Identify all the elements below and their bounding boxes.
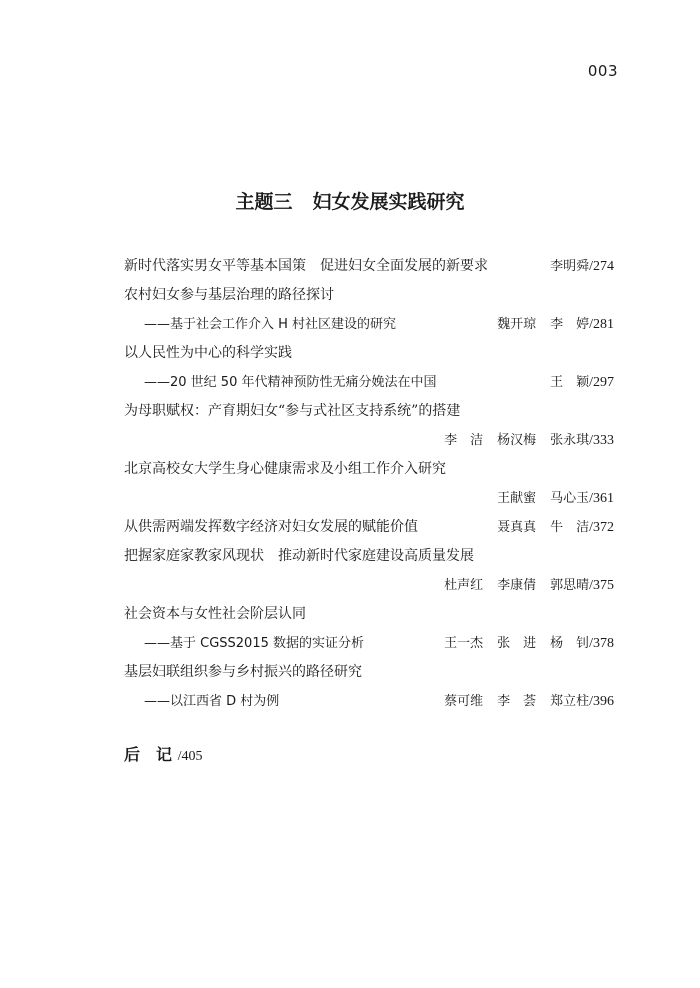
- toc-entry-title-line: [124, 542, 614, 571]
- toc-entry-subtitle-line: [124, 687, 614, 716]
- toc-entry-title-line: [124, 658, 614, 687]
- section-label: 主题三: [235, 191, 293, 213]
- toc-author: 郑立柱: [550, 694, 590, 709]
- toc-entry-authors-page: [550, 368, 614, 397]
- toc-entry-page: /281: [589, 317, 614, 332]
- toc-author: 李康倩: [497, 578, 537, 593]
- toc-entry-title: 把握家庭家教家风现状 推动新时代家庭建设高质量发展: [124, 548, 474, 564]
- toc-author: 牛 洁: [550, 520, 590, 535]
- toc-entry-subtitle: ——20 世纪 50 年代精神预防性无痛分娩法在中国: [144, 375, 437, 390]
- toc-author: 张永琪: [550, 433, 590, 448]
- toc-entry-authors-page: [444, 687, 614, 716]
- toc-entry-page: /361: [589, 491, 614, 506]
- toc-author: 王一杰: [444, 636, 484, 651]
- toc-entry-page: /396: [589, 694, 614, 709]
- toc-entry-title: 为母职赋权：产育期妇女“参与式社区支持系统”的搭建: [124, 403, 461, 419]
- toc-author: 魏开琼: [497, 317, 537, 332]
- toc-entry-authors: [497, 317, 589, 332]
- toc-entry-authors-page: [497, 484, 614, 513]
- toc-entry-subtitle-line: [124, 310, 614, 339]
- toc-entry-title: 北京高校女大学生身心健康需求及小组工作介入研究: [124, 461, 446, 477]
- toc-entry-authors: [444, 433, 589, 448]
- toc-author: 李明舜: [550, 259, 590, 274]
- toc-entry-authors: [550, 375, 589, 390]
- toc-entry-subtitle: ——基于 CGSS2015 数据的实证分析: [144, 636, 365, 651]
- toc-author: 杜声红: [444, 578, 484, 593]
- toc-author: 张 进: [497, 636, 537, 651]
- toc-entry-authors-page: [444, 426, 614, 455]
- toc-entry-authors-page: [444, 571, 614, 600]
- toc-entry-page: /297: [589, 375, 614, 390]
- toc-entry-title-line: [124, 513, 614, 542]
- toc-entry-authors-line: [124, 571, 614, 600]
- afterword-page: /405: [177, 749, 203, 764]
- toc-entry-title-line: [124, 252, 614, 281]
- afterword-entry: [124, 742, 202, 765]
- toc-entry-page: /274: [589, 259, 614, 274]
- toc-entry-subtitle-line: [124, 629, 614, 658]
- page-number: 003: [587, 62, 618, 80]
- toc-entry-title-line: [124, 600, 614, 629]
- toc-author: 李 婷: [550, 317, 590, 332]
- toc-entry: [124, 339, 614, 397]
- toc-entry-title: 基层妇联组织参与乡村振兴的路径研究: [124, 664, 362, 680]
- toc-entry-title-line: [124, 281, 614, 310]
- toc-entry-authors-line: [124, 484, 614, 513]
- toc-author: 王献蜜: [497, 491, 537, 506]
- toc-entry-page: /378: [589, 636, 614, 651]
- toc-entry: [124, 455, 614, 513]
- toc-entry: [124, 658, 614, 716]
- toc-entry: [124, 513, 614, 542]
- toc-entry-authors: [497, 520, 589, 535]
- toc-entry-page: /333: [589, 433, 614, 448]
- toc-author: 蔡可维: [444, 694, 484, 709]
- toc-entry-title-line: [124, 339, 614, 368]
- toc-entry: [124, 281, 614, 339]
- toc-author: 聂真真: [497, 520, 537, 535]
- section-heading: 妇女发展实践研究: [312, 191, 465, 213]
- toc-author: 郭思晴: [550, 578, 590, 593]
- toc-entry-title: 农村妇女参与基层治理的路径探讨: [124, 287, 334, 303]
- toc-entry-title-line: [124, 397, 614, 426]
- toc-author: 马心玉: [550, 491, 590, 506]
- afterword-label: 后 记: [124, 745, 173, 764]
- toc-entry-authors: [550, 259, 589, 274]
- toc-entry: [124, 542, 614, 600]
- section-title: [0, 187, 700, 214]
- toc-entry: [124, 600, 614, 658]
- toc-entry-authors-line: [124, 426, 614, 455]
- toc-entry-authors-page: [497, 513, 614, 542]
- toc-entry-page: /375: [589, 578, 614, 593]
- toc-entry: [124, 252, 614, 281]
- toc-entry-title: 从供需两端发挥数字经济对妇女发展的赋能价值: [124, 519, 418, 535]
- table-of-contents: [124, 252, 614, 716]
- toc-author: 李 洁: [444, 433, 484, 448]
- toc-entry-authors: [444, 636, 589, 651]
- toc-entry-subtitle-line: [124, 368, 614, 397]
- toc-entry-authors-page: [497, 310, 614, 339]
- toc-entry-title: 新时代落实男女平等基本国策 促进妇女全面发展的新要求: [124, 258, 488, 274]
- toc-entry: [124, 397, 614, 455]
- toc-entry-page: /372: [589, 520, 614, 535]
- toc-entry-subtitle: ——基于社会工作介入 H 村社区建设的研究: [144, 317, 397, 332]
- toc-author: 杨汉梅: [497, 433, 537, 448]
- toc-entry-authors: [444, 694, 589, 709]
- toc-entry-authors: [497, 491, 589, 506]
- toc-entry-title: 社会资本与女性社会阶层认同: [124, 606, 306, 622]
- toc-author: 杨 钊: [550, 636, 590, 651]
- toc-entry-authors-page: [444, 629, 614, 658]
- toc-author: 李 荟: [497, 694, 537, 709]
- toc-entry-title-line: [124, 455, 614, 484]
- toc-entry-authors: [444, 578, 589, 593]
- toc-author: 王 颖: [550, 375, 590, 390]
- toc-entry-authors-page: [550, 252, 614, 281]
- toc-entry-subtitle: ——以江西省 D 村为例: [144, 694, 280, 709]
- toc-entry-title: 以人民性为中心的科学实践: [124, 345, 292, 361]
